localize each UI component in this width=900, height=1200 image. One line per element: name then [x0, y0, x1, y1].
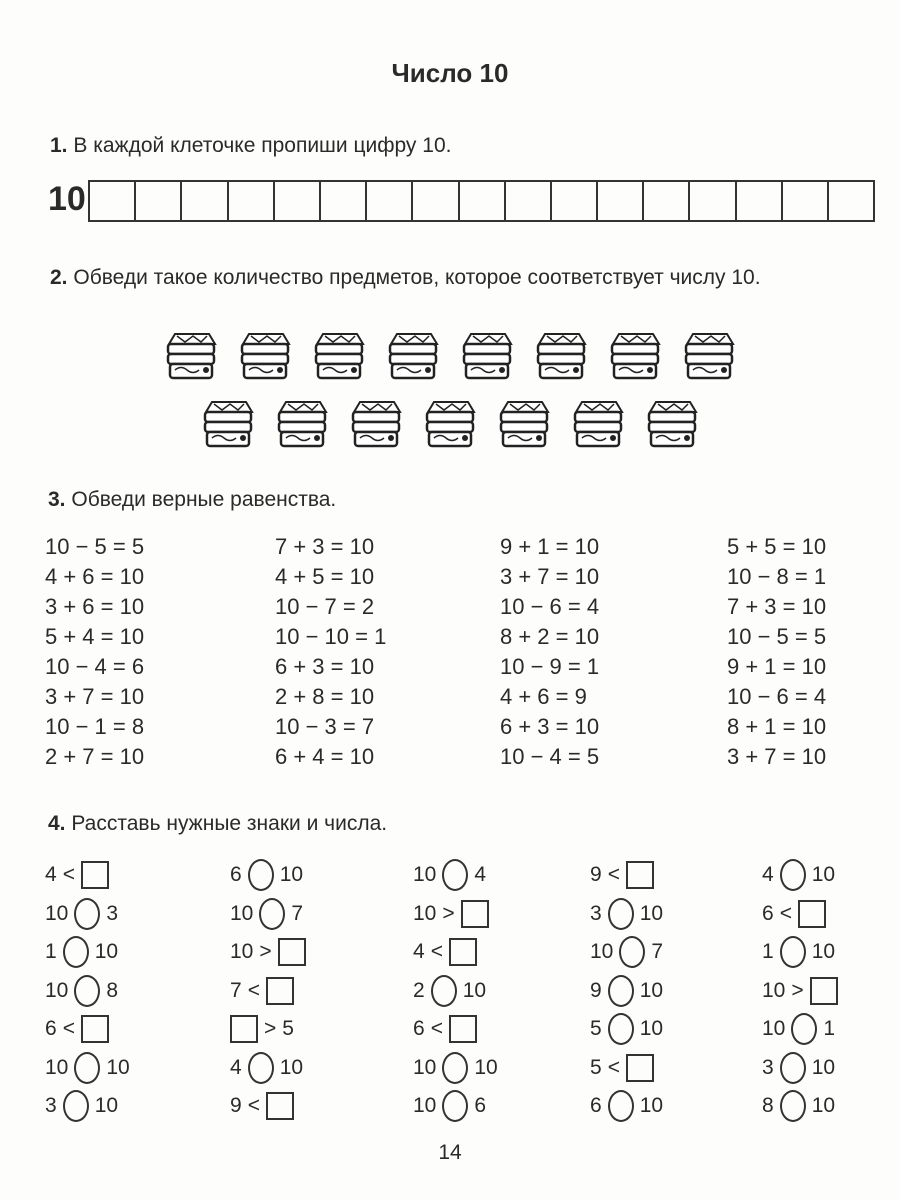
- comparison-text: <: [430, 940, 443, 963]
- chest-icon[interactable]: [533, 330, 589, 382]
- comparison-item: [590, 858, 654, 892]
- chest-icon[interactable]: [311, 330, 367, 382]
- comparison-text: <: [607, 1055, 620, 1079]
- comparison-item: [45, 1051, 130, 1085]
- chest-icon[interactable]: [570, 398, 626, 450]
- answer-box[interactable]: [626, 1054, 654, 1082]
- comparison-text: 6: [45, 1017, 57, 1040]
- answer-circle[interactable]: [442, 859, 468, 891]
- equality[interactable]: 8 + 2 = 10: [500, 624, 600, 649]
- answer-box[interactable]: [461, 900, 489, 928]
- chest-icon[interactable]: [422, 398, 478, 450]
- answer-circle[interactable]: [442, 1090, 468, 1122]
- answer-circle[interactable]: [780, 1090, 806, 1122]
- comparison-text: <: [247, 1094, 260, 1117]
- comparison-text: 10: [45, 978, 69, 1002]
- comparison-text: 4: [45, 863, 57, 886]
- writing-cell[interactable]: [90, 182, 136, 220]
- comparison-text: 3: [45, 1094, 57, 1117]
- equality[interactable]: 9 + 1 = 10: [500, 534, 600, 559]
- writing-grid: [88, 180, 875, 222]
- equality[interactable]: 3 + 7 = 10: [45, 684, 145, 709]
- comparison-text: 10: [94, 1094, 119, 1117]
- task-number: 1.: [50, 134, 68, 157]
- equality[interactable]: 10 − 6 = 4: [727, 684, 827, 709]
- writing-cell[interactable]: [136, 182, 182, 220]
- chest-icon[interactable]: [348, 398, 404, 450]
- writing-cell[interactable]: [829, 182, 873, 220]
- equality[interactable]: 10 − 5 = 5: [45, 534, 145, 559]
- comparison-text: >: [791, 978, 804, 1002]
- comparison-text: 2: [413, 978, 425, 1002]
- writing-cell[interactable]: [413, 182, 459, 220]
- writing-cell[interactable]: [690, 182, 736, 220]
- writing-cell[interactable]: [275, 182, 321, 220]
- comparison-item: [762, 1051, 835, 1085]
- comparison-text: <: [779, 901, 792, 925]
- equality[interactable]: 6 + 3 = 10: [275, 654, 375, 679]
- comparison-item: [413, 1051, 498, 1085]
- chest-icon[interactable]: [385, 330, 441, 382]
- comparison-item: [590, 974, 663, 1008]
- equality[interactable]: 2 + 8 = 10: [275, 684, 375, 709]
- equality[interactable]: 9 + 1 = 10: [727, 654, 827, 679]
- writing-cell[interactable]: [598, 182, 644, 220]
- writing-cell[interactable]: [506, 182, 552, 220]
- comparison-text: 6: [230, 863, 242, 886]
- comparison-text: 6: [474, 1094, 487, 1117]
- comparison-text: 10: [639, 978, 664, 1002]
- comparison-text: 10: [230, 940, 254, 963]
- chest-icon[interactable]: [644, 398, 700, 450]
- comparison-text: 4: [762, 863, 774, 886]
- comparison-text: 10: [45, 901, 69, 925]
- comparison-item: [230, 974, 294, 1008]
- comparison-item: [413, 858, 486, 892]
- comparison-item: [590, 1089, 663, 1123]
- comparison-text: 5: [590, 1055, 602, 1079]
- equality[interactable]: 4 + 5 = 10: [275, 564, 375, 589]
- comparison-text: 10: [45, 1055, 69, 1079]
- answer-box[interactable]: [626, 861, 654, 889]
- comparison-item: [590, 935, 663, 969]
- comparison-text: 10: [639, 1017, 664, 1040]
- comparison-text: 10: [413, 901, 437, 925]
- equality[interactable]: 10 − 1 = 8: [45, 714, 145, 739]
- answer-circle[interactable]: [63, 936, 89, 968]
- comparison-item: [413, 1089, 486, 1123]
- comparison-text: 6: [762, 901, 774, 925]
- comparison-item: [762, 974, 838, 1008]
- comparison-item: [45, 858, 109, 892]
- equality[interactable]: 4 + 6 = 9: [500, 684, 587, 709]
- equality[interactable]: 10 − 4 = 6: [45, 654, 145, 679]
- task-number: 3.: [48, 488, 66, 511]
- comparison-text: 10: [474, 1055, 498, 1079]
- task-3-heading: [48, 488, 336, 512]
- comparison-text: 5: [282, 1017, 294, 1040]
- chest-icon[interactable]: [496, 398, 552, 450]
- answer-circle[interactable]: [608, 975, 634, 1007]
- comparison-text: 10: [413, 1055, 437, 1079]
- comparison-text: 1: [45, 940, 57, 963]
- answer-circle[interactable]: [63, 1090, 89, 1122]
- writing-cell[interactable]: [229, 182, 275, 220]
- equality[interactable]: 3 + 6 = 10: [45, 594, 145, 619]
- comparison-item: [762, 897, 826, 931]
- comparison-text: 1: [762, 940, 774, 963]
- answer-box[interactable]: [81, 861, 109, 889]
- equality[interactable]: 3 + 7 = 10: [500, 564, 600, 589]
- comparison-text: 4: [230, 1055, 242, 1079]
- answer-circle[interactable]: [791, 1013, 817, 1045]
- comparison-text: 10: [639, 901, 664, 925]
- comparison-text: 10: [106, 1055, 130, 1079]
- comparison-item: [413, 897, 489, 931]
- chest-icon[interactable]: [607, 330, 663, 382]
- comparison-text: 1: [823, 1017, 836, 1040]
- writing-cell[interactable]: [182, 182, 228, 220]
- equality[interactable]: 8 + 1 = 10: [727, 714, 827, 739]
- equality[interactable]: 10 − 7 = 2: [275, 594, 375, 619]
- task-4-heading: [48, 812, 387, 836]
- comparison-text: <: [62, 1017, 75, 1040]
- answer-circle[interactable]: [608, 898, 634, 930]
- writing-cell[interactable]: [321, 182, 367, 220]
- comparison-text: 9: [590, 978, 602, 1002]
- comparison-text: >: [259, 940, 272, 963]
- equality[interactable]: 6 + 3 = 10: [500, 714, 600, 739]
- page-number: 14: [438, 1141, 462, 1164]
- equality[interactable]: 7 + 3 = 10: [727, 594, 827, 619]
- comparison-text: <: [607, 863, 620, 886]
- comparison-text: 8: [106, 978, 119, 1002]
- writing-cell[interactable]: [737, 182, 783, 220]
- comparison-text: 7: [230, 978, 242, 1002]
- answer-circle[interactable]: [259, 898, 285, 930]
- chest-icon[interactable]: [459, 330, 515, 382]
- comparison-text: 10: [413, 863, 437, 886]
- comparison-text: 6: [590, 1094, 602, 1117]
- answer-box[interactable]: [449, 938, 477, 966]
- comparison-text: 10: [811, 1094, 836, 1117]
- writing-cell[interactable]: [783, 182, 829, 220]
- comparison-item: [230, 897, 303, 931]
- page-title: Число 10: [391, 58, 509, 88]
- comparison-item: [230, 935, 306, 969]
- writing-cell[interactable]: [367, 182, 413, 220]
- comparison-item: [230, 1012, 294, 1046]
- comparison-item: [45, 974, 118, 1008]
- equality[interactable]: 3 + 7 = 10: [727, 744, 827, 769]
- comparison-item: [762, 1089, 835, 1123]
- answer-box[interactable]: [449, 1015, 477, 1043]
- equality[interactable]: 10 − 9 = 1: [500, 654, 600, 679]
- writing-cell[interactable]: [644, 182, 690, 220]
- comparison-text: <: [430, 1017, 443, 1040]
- chest-icon[interactable]: [274, 398, 330, 450]
- comparison-item: [45, 1012, 109, 1046]
- answer-circle[interactable]: [248, 859, 274, 891]
- comparison-text: 9: [230, 1094, 242, 1117]
- comparison-text: 10: [811, 863, 836, 886]
- comparison-text: 5: [590, 1017, 602, 1040]
- equality[interactable]: 10 − 4 = 5: [500, 744, 600, 769]
- comparison-text: 4: [474, 863, 487, 886]
- comparison-text: 10: [811, 940, 836, 963]
- chest-icon[interactable]: [163, 330, 219, 382]
- comparison-text: 4: [413, 940, 425, 963]
- writing-cell[interactable]: [460, 182, 506, 220]
- answer-circle[interactable]: [74, 1052, 100, 1084]
- writing-cell[interactable]: [552, 182, 598, 220]
- answer-circle[interactable]: [608, 1013, 634, 1045]
- answer-circle[interactable]: [442, 1052, 468, 1084]
- comparison-text: 3: [106, 901, 119, 925]
- comparison-text: 10: [811, 1055, 836, 1079]
- equality[interactable]: 5 + 5 = 10: [727, 534, 827, 559]
- equality[interactable]: 4 + 6 = 10: [45, 564, 145, 589]
- comparison-text: <: [247, 978, 260, 1002]
- comparison-item: [230, 1089, 294, 1123]
- equality[interactable]: 10 − 3 = 7: [275, 714, 375, 739]
- chest-icon[interactable]: [200, 398, 256, 450]
- comparison-text: <: [62, 863, 75, 886]
- equality[interactable]: 5 + 4 = 10: [45, 624, 145, 649]
- comparison-item: [762, 858, 835, 892]
- equality[interactable]: 10 − 5 = 5: [727, 624, 827, 649]
- chest-icon[interactable]: [681, 330, 737, 382]
- comparison-text: 10: [279, 863, 304, 886]
- comparison-item: [590, 897, 663, 931]
- answer-circle[interactable]: [248, 1052, 274, 1084]
- comparison-text: 6: [413, 1017, 425, 1040]
- answer-box[interactable]: [266, 1092, 294, 1120]
- comparison-item: [413, 935, 477, 969]
- equality[interactable]: 2 + 7 = 10: [45, 744, 145, 769]
- answer-box[interactable]: [266, 977, 294, 1005]
- comparison-text: 10: [639, 1094, 664, 1117]
- comparison-text: 10: [94, 940, 119, 963]
- comparison-item: [45, 897, 118, 931]
- comparison-text: 10: [462, 978, 487, 1002]
- answer-circle[interactable]: [431, 975, 457, 1007]
- comparison-text: 10: [413, 1094, 437, 1117]
- comparison-item: [590, 1012, 663, 1046]
- comparison-text: 3: [590, 901, 602, 925]
- answer-box[interactable]: [278, 938, 306, 966]
- comparison-text: 10: [279, 1055, 304, 1079]
- answer-box[interactable]: [810, 977, 838, 1005]
- answer-box[interactable]: [798, 900, 826, 928]
- comparison-text: 10: [590, 940, 614, 963]
- comparison-item: [413, 1012, 477, 1046]
- equality[interactable]: 6 + 4 = 10: [275, 744, 375, 769]
- task-text: Обведи верные равенства.: [71, 488, 337, 511]
- chest-icon[interactable]: [237, 330, 293, 382]
- comparison-text: 9: [590, 863, 602, 886]
- comparison-item: [230, 1051, 303, 1085]
- comparison-text: 10: [762, 978, 786, 1002]
- comparison-text: 8: [762, 1094, 774, 1117]
- sample-digit: 10: [48, 180, 86, 218]
- comparison-item: [45, 935, 118, 969]
- task-number: 4.: [48, 812, 66, 835]
- comparison-text: 7: [291, 901, 304, 925]
- comparison-item: [45, 1089, 118, 1123]
- task-2-heading: [50, 262, 865, 294]
- answer-circle[interactable]: [74, 975, 100, 1007]
- comparison-item: [413, 974, 486, 1008]
- answer-circle[interactable]: [780, 936, 806, 968]
- comparison-item: [762, 1012, 835, 1046]
- answer-box[interactable]: [230, 1015, 258, 1043]
- comparison-text: 7: [651, 940, 664, 963]
- comparison-item: [590, 1051, 654, 1085]
- comparison-item: [230, 858, 303, 892]
- comparison-text: >: [264, 1017, 277, 1040]
- answer-circle[interactable]: [619, 936, 645, 968]
- comparison-item: [762, 935, 835, 969]
- equality[interactable]: 10 − 6 = 4: [500, 594, 600, 619]
- task-text: Обведи такое количество предметов, которое соответствует числу 10.: [73, 266, 761, 289]
- equality[interactable]: 10 − 10 = 1: [275, 624, 387, 649]
- task-1-heading: [50, 134, 451, 158]
- answer-box[interactable]: [81, 1015, 109, 1043]
- comparison-text: >: [442, 901, 455, 925]
- comparison-text: 3: [762, 1055, 774, 1079]
- answer-circle[interactable]: [780, 859, 806, 891]
- answer-circle[interactable]: [608, 1090, 634, 1122]
- equality[interactable]: 10 − 8 = 1: [727, 564, 827, 589]
- equality[interactable]: 7 + 3 = 10: [275, 534, 375, 559]
- task-text: В каждой клеточке пропиши цифру 10.: [73, 134, 452, 157]
- answer-circle[interactable]: [780, 1052, 806, 1084]
- comparison-text: 10: [762, 1017, 786, 1040]
- task-text: Расставь нужные знаки и числа.: [71, 812, 388, 835]
- comparison-text: 10: [230, 901, 254, 925]
- task-number: 2.: [50, 266, 68, 289]
- answer-circle[interactable]: [74, 898, 100, 930]
